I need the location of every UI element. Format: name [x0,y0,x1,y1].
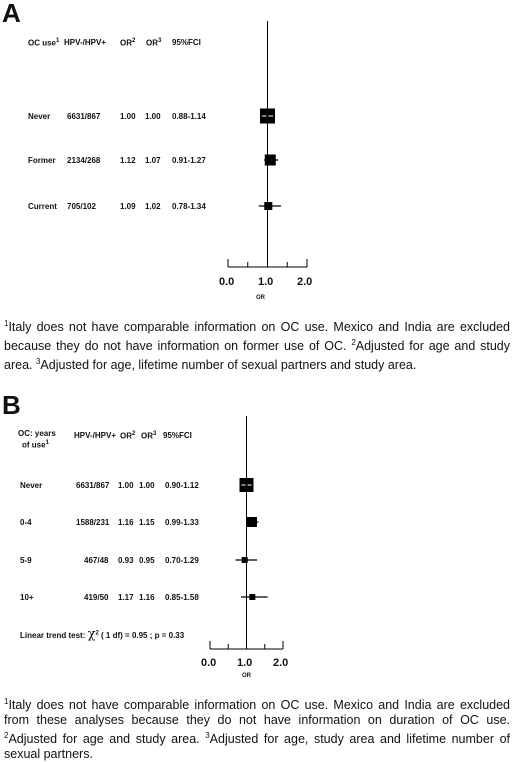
header-group-text: of use [22,440,46,450]
footnote-text: Adjusted for age, study area and lifetime number of sexual partners. [4,732,510,762]
panel-b-row-or3: 1.16 [139,593,155,602]
panel-b-tick-label: 1.0 [237,657,253,669]
panel-a-row-or2: 1.00 [120,112,136,121]
header-or2-sup: 2 [132,431,136,437]
panel-b-row-or3: 1.00 [139,481,155,490]
panel-b-row-or2: 1.00 [118,481,134,490]
footnote-sup: 1 [4,697,9,706]
header-group-text: OC use [28,38,57,48]
footnote-sup: 2 [351,338,356,348]
panel-a-row-counts: 2134/268 [67,156,101,165]
trend-prefix: Linear trend test: [20,631,86,640]
header-group-sup: 1 [45,440,49,446]
panel-a-row-label: Former [28,156,56,165]
header-or2-sup: 2 [132,38,136,44]
panel-b-row-label: 0-4 [20,518,32,527]
footnote-sup: 1 [4,319,9,328]
panel-a-row-or3: 1.07 [145,156,161,165]
panel-b-row-or2: 0.93 [118,556,134,565]
panel-b-row-counts: 419/50 [84,593,109,602]
panel-a-tick-label: 1.0 [258,276,274,288]
header-or3-sup: 3 [153,431,157,437]
point-estimate-marker [242,557,248,563]
header-or3-text: OR [141,431,153,441]
footnote-sup: 3 [35,357,41,367]
point-estimate-marker [247,517,257,527]
panel-b-footnote [4,694,510,762]
panel-b-row-ci: 0.85-1.58 [165,593,199,602]
panel-b-row-counts: 1588/231 [76,518,110,527]
panel-a-tick-label: 0.0 [219,276,235,288]
header-group-sup: 1 [56,38,60,44]
panel-b-row-or3: 0.95 [139,556,155,565]
panel-a-row-label: Current [28,202,57,211]
panel-b-row-ci: 0.90-1.12 [165,481,199,490]
panel-a-row-or3: 1.00 [145,112,161,121]
panel-a-row-label: Never [28,112,51,121]
footnote-text: Adjusted for age and study area. [8,732,206,747]
panel-b-header-ci: 95%FCI [163,431,192,440]
header-or2-text: OR [120,38,132,48]
panel-b-row-label: 10+ [20,593,34,602]
panel-a-row-or3: 1.02 [145,202,161,211]
header-or2-text: OR [120,431,132,441]
panel-a-letter: A [2,0,21,28]
panel-b-row-or2: 1.16 [118,518,134,527]
footnote-text: Adjusted for age, lifetime number of sexual partners and study area. [40,358,417,373]
panel-a-row-or2: 1.12 [120,156,136,165]
panel-b-letter: B [2,390,21,420]
point-estimate-marker [249,594,255,600]
panel-a-row-or2: 1.09 [120,202,136,211]
panel-b-row-counts: 6631/867 [76,481,110,490]
trend-chi: χ [87,627,96,642]
footnote-sup: 3 [205,731,210,741]
panel-b-tick-label: 0.0 [201,657,217,669]
panel-b-header-group-line1: OC: years [18,429,56,438]
panel-b-row-label: Never [20,481,43,490]
panel-b-row-or2: 1.17 [118,593,134,602]
panel-a-row-counts: 6631/867 [67,112,101,121]
panel-a-header-counts: HPV-/HPV+ [64,38,107,47]
panel-b-row-ci: 0.99-1.33 [165,518,199,527]
panel-a-axis-label: OR [256,295,265,301]
footnote-sup: 2 [4,731,9,741]
panel-a-tick-label: 2.0 [297,276,313,288]
panel-b-axis-label: OR [242,673,251,679]
panel-b-header-counts: HPV-/HPV+ [74,431,117,440]
panel-a-row-ci: 0.91-1.27 [172,156,206,165]
footnote-text: Italy does not have comparable information on OC use. Mexico and India are excluded from these analyses because they do not have information on duration of OC use. [4,698,510,728]
panel-b-row-ci: 0.70-1.29 [165,556,199,565]
panel-a-row-ci: 0.88-1.14 [172,112,206,121]
panel-b-row-or3: 1.15 [139,518,155,527]
trend-sup: 2 [95,630,99,637]
header-or3-text: OR [146,38,158,48]
footnote-text: Italy does not have comparable information on OC use. Mexico and India are excluded because they do not have information on former use of OC. [4,320,510,354]
panel-a-row-counts: 705/102 [67,202,96,211]
panel-b-tick-label: 2.0 [273,657,289,669]
panel-a-row-ci: 0.78-1.34 [172,202,206,211]
trend-rest: ( 1 df) = 0.95 ; p = 0.33 [101,631,185,640]
footnote-text: Adjusted for age and study area. [4,339,510,373]
panel-b-row-counts: 467/48 [84,556,109,565]
panel-a-header-ci: 95%FCI [172,38,201,47]
header-or3-sup: 3 [158,38,162,44]
panel-b-row-label: 5-9 [20,556,32,565]
